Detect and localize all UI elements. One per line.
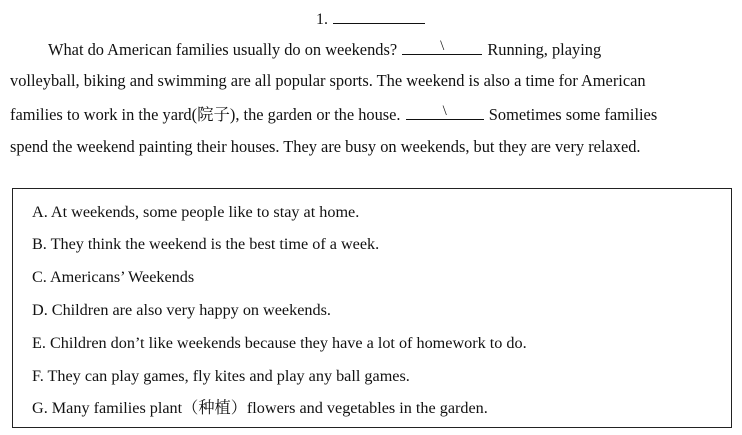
passage-line-1-end: Running, playing: [487, 40, 602, 59]
option-e: E. Children don’t like weekends because they have a lot of homework to do.: [32, 334, 527, 352]
option-b: B. They think the weekend is the best time of a week.: [32, 235, 380, 253]
blank-1-mark: \: [440, 38, 445, 54]
question-number-line: [0, 7, 742, 30]
title-answer-blank[interactable]: [333, 7, 425, 24]
options-box: [12, 188, 732, 428]
passage-line-4: spend the weekend painting their houses. They are busy on weekends, but they are very relaxed.: [10, 137, 641, 156]
option-f: F. They can play games, fly kites and play any ball games.: [32, 367, 410, 385]
passage-line-3: [10, 103, 657, 126]
answer-blank-1[interactable]: [402, 38, 482, 55]
passage-line-1-start: What do American families usually do on weekends?: [48, 40, 398, 59]
option-d: D. Children are also very happy on weekends.: [32, 301, 331, 319]
option-g: G. Many families plant（种植）flowers and vegetables in the garden.: [32, 399, 488, 417]
passage-line-3-end: Sometimes some families: [488, 105, 658, 124]
blank-2-mark: \: [442, 103, 447, 119]
question-number: 1.: [316, 11, 328, 28]
passage-line-3-start: families to work in the yard(院子), the garden or the house.: [10, 105, 401, 124]
passage-line-1: [48, 38, 601, 61]
option-c: C. Americans’ Weekends: [32, 268, 195, 286]
passage-line-2: volleyball, biking and swimming are all popular sports. The weekend is also a time for American: [10, 71, 646, 90]
option-a: A. At weekends, some people like to stay at home.: [32, 203, 360, 221]
answer-blank-2[interactable]: [406, 103, 484, 120]
